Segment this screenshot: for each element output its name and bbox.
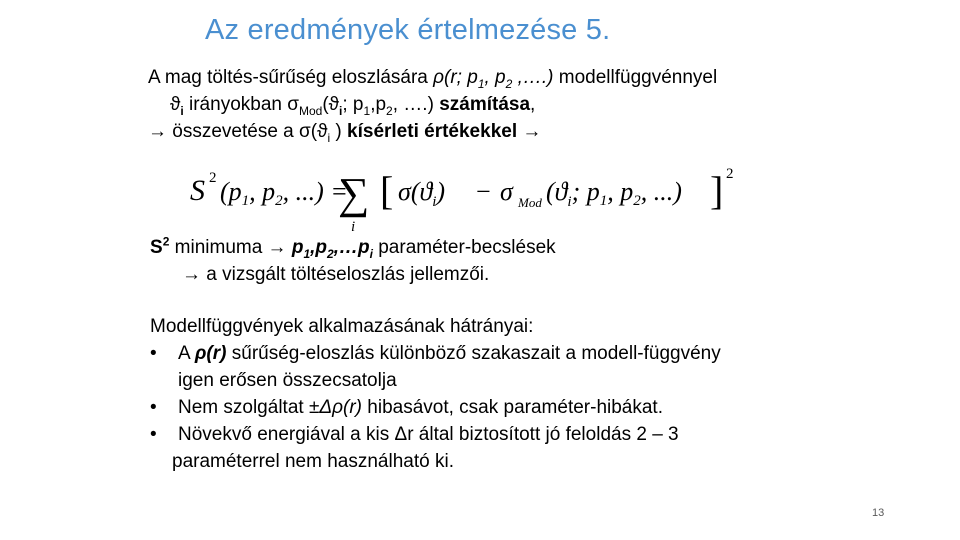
minimum-line-2: → a vizsgált töltéseloszlás jellemzői. [182, 264, 490, 285]
intro-line-3: → összevetése a $\sigma(ϑ_i$ ) kísérleti értékekkel → [148, 121, 542, 145]
list-item: • Nem szolgáltat ±Δρ(r) hibasávot, csak paraméter-hibákat. [150, 394, 721, 421]
svg-text:σ(ϑi): $\sigma(ϑ_i)$ [398, 177, 446, 210]
arrow-icon: → [148, 121, 167, 142]
svg-text:[: [ [380, 168, 394, 213]
svg-text:2: 2 [726, 166, 734, 182]
intro-line-2: $ϑ_i$ irányokban $\sigma_{Mod}(ϑ_i$; $p_1,p_2$, ….) számítása, [170, 94, 536, 118]
bullet-icon: • [150, 397, 157, 418]
list-item-continuation: paraméterrel nem használható ki. [172, 451, 454, 472]
drawbacks-heading: Modellfüggvények alkalmazásának hátrányai: [150, 316, 534, 337]
svg-text:2: 2 [209, 170, 217, 186]
intro-line-1 [148, 64, 717, 91]
page-number: 13 [872, 507, 885, 519]
drawbacks-list [150, 313, 721, 475]
chi-square-formula [190, 158, 750, 238]
density-function: ρ(r; $p_1$, $p_2$ ,….) [433, 67, 554, 91]
sum-symbol: ∑ [338, 169, 370, 218]
bullet-icon: • [150, 424, 157, 445]
svg-text:(ϑi; p1, p2, ...): ($ϑ_i$; p1, p2, ...) [546, 177, 682, 210]
svg-text:σ: σ [500, 177, 513, 206]
emphasis-text: számítása [439, 94, 531, 115]
emphasis-text: kísérleti értékekkel [347, 121, 518, 142]
slide-title: Az eredmények értelmezése 5. [205, 14, 611, 46]
svg-text:Mod: Mod [518, 195, 542, 210]
formula-s: S [190, 174, 205, 207]
bullet-icon: • [150, 343, 157, 364]
svg-text:]: ] [710, 168, 724, 213]
minimum-line-1: $S^2$ minimuma → $p_1,p_2,\dots p_i$ paraméter-becslések [150, 234, 556, 261]
list-item-continuation: igen erősen összecsatolja [178, 370, 397, 391]
list-item: • Növekvő energiával a kis Δr által biztosított jó feloldás 2 – 3 [150, 421, 721, 448]
intro-text: A mag töltés-sűrűség eloszlására [148, 67, 434, 88]
svg-text:i: i [351, 219, 356, 235]
svg-text:(p1, p2, ...) =: (p1, p2, ...) = [220, 177, 348, 209]
parameters: $p_1,p_2,\dots p_i$ [291, 237, 373, 261]
minimum-paragraph [150, 234, 556, 288]
list-item: • A ρ(r) sűrűség-eloszlás különböző szakaszait a modell-függvény [150, 340, 721, 367]
svg-text:−: − [476, 177, 491, 206]
intro-paragraph [148, 64, 717, 145]
intro-text: modellfüggvénnyel [553, 67, 718, 88]
